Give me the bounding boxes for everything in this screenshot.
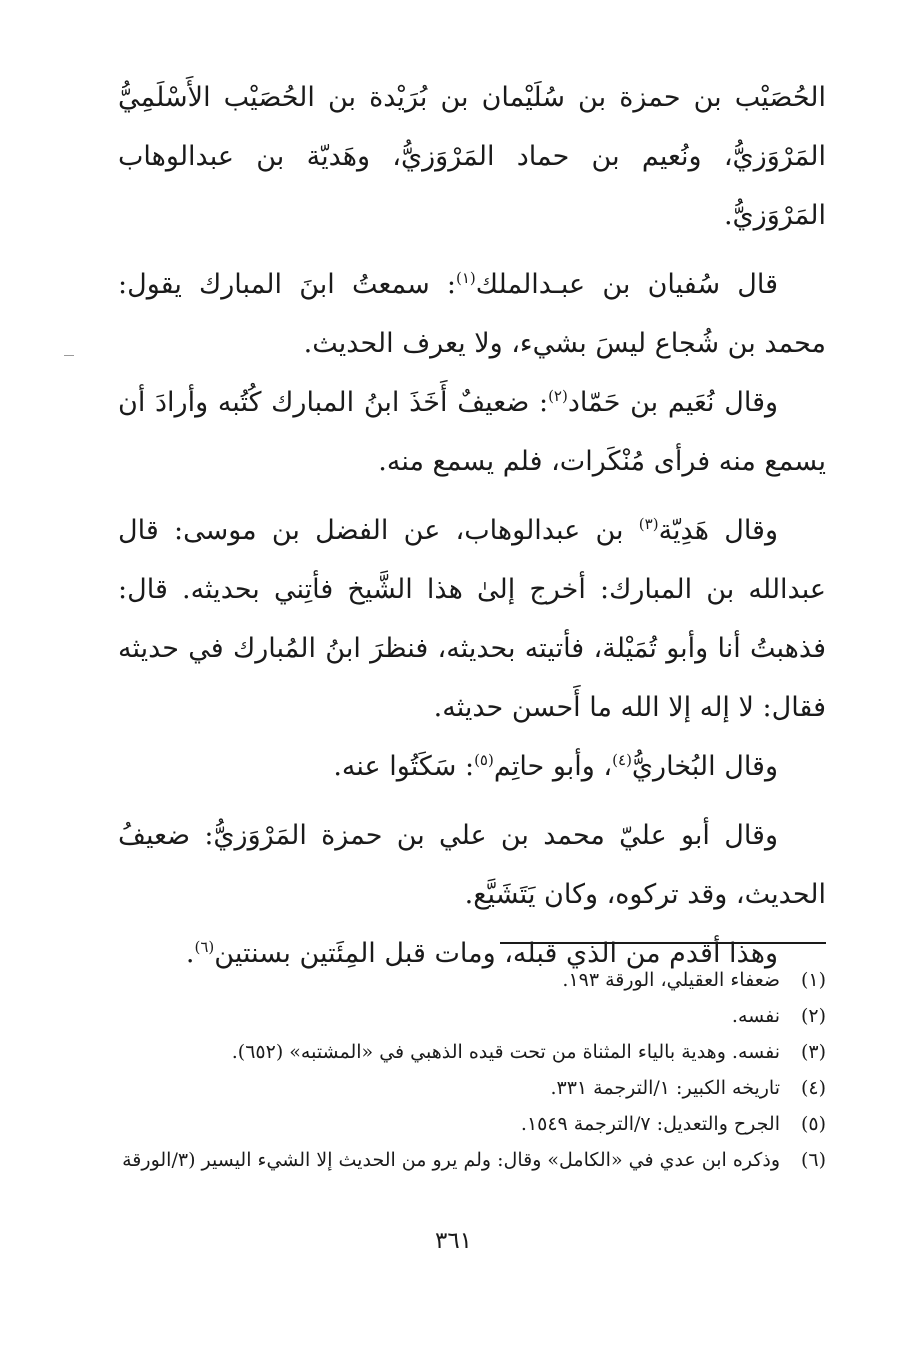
footnote-item	[118, 1034, 826, 1070]
footnote-text: ضعفاء العقيلي، الورقة ١٩٣.	[562, 969, 780, 991]
paragraph-text: .	[185, 938, 195, 969]
paragraph	[118, 501, 826, 737]
paragraph-text: : ضعيفٌ أَخَذَ ابنُ المبارك كُتُبه وأرادَ أن يسمع منه فرأى مُنْكَرات، فلم يسمع منه.	[118, 387, 826, 477]
footnote-ref[interactable]: (٥)	[474, 751, 494, 769]
footnote-text: الجرح والتعديل: ٧/الترجمة ١٥٤٩.	[520, 1113, 780, 1135]
footnote-number: (٦)	[800, 1149, 826, 1171]
paragraph-text: الحُصَيْب بن حمزة بن سُلَيْمان بن بُرَيْدة بن الحُصَيْب الأَسْلَمِيُّ المَرْوَزيُّ، ونُعيم بن حماد المَرْوَزيُّ، وهَديّة بن عبدالوهاب المَرْوَزيُّ.	[118, 82, 826, 231]
main-text	[118, 68, 826, 983]
margin-mark	[64, 355, 74, 356]
paragraph	[118, 255, 826, 373]
footnote-ref[interactable]: (٢)	[548, 387, 568, 405]
paragraph-text: وقال هَدِيّة	[658, 515, 778, 546]
footnote-number: (٣)	[800, 1041, 826, 1063]
footnotes	[118, 962, 826, 1178]
footnote-number: (١)	[800, 969, 826, 991]
paragraph-text: ، وأبو حاتِم	[493, 751, 613, 782]
paragraph	[118, 68, 826, 245]
paragraph	[118, 806, 826, 924]
paragraph-text: بن عبدالوهاب، عن الفضل بن موسى: قال عبدالله بن المبارك: أخرج إلىٰ هذا الشَّيخ فأتِني بحديثه. قال: فذهبتُ أنا وأبو تُمَيْلة، فأتيته بحديثه، فنظرَ ابنُ المُبارك في حديثه فقال: لا إله إلا الله ما أَحسن حديثه.	[118, 515, 826, 723]
paragraph-text: وهذا أقدم من الذي قبله، ومات قبل المِئَتين بسنتين	[214, 938, 778, 969]
footnote-number: (٤)	[800, 1077, 826, 1099]
paragraph	[118, 373, 826, 491]
footnote-ref[interactable]: (٣)	[638, 515, 659, 533]
paragraph-text: : سمعتُ ابنَ المبارك يقول: محمد بن شُجاع ليسَ بشيء، ولا يعرف الحديث.	[118, 269, 826, 359]
paragraph-text: قال سُفيان بن عبـدالملك	[475, 269, 778, 300]
footnote-text: نفسه.	[731, 1005, 780, 1027]
paragraph	[118, 737, 826, 796]
page-number: ٣٦١	[434, 1228, 473, 1254]
footnote-text: وذكره ابن عدي في «الكامل» وقال: ولم يرو من الحديث إلا الشيء اليسير (٣/الورقة	[122, 1149, 780, 1171]
footnote-item	[118, 998, 826, 1034]
paragraph-text: وقال البُخاريُّ	[631, 751, 778, 782]
footnote-item	[118, 1070, 826, 1106]
paragraph-text: وقال نُعَيم بن حَمّاد	[567, 387, 779, 418]
paragraph-text: : سَكَتُوا عنه.	[333, 751, 475, 782]
footnote-number: (٢)	[800, 1005, 826, 1027]
footnote-text: تاريخه الكبير: ١/الترجمة ٣٣١.	[550, 1077, 780, 1099]
footnote-divider	[500, 942, 826, 944]
paragraph-text: وقال أبو عليّ محمد بن علي بن حمزة المَرْوَزيُّ: ضعيفُ الحديث، وقد تركوه، وكان يَتَشَيَّع.	[118, 820, 826, 910]
footnote-item	[118, 962, 826, 998]
footnote-ref[interactable]: (١)	[456, 269, 476, 287]
footnote-ref[interactable]: (٦)	[194, 938, 215, 956]
footnote-item	[118, 1142, 826, 1178]
footnote-number: (٥)	[800, 1113, 826, 1135]
footnote-ref[interactable]: (٤)	[612, 751, 632, 769]
footnote-text: نفسه. وهدية بالياء المثناة من تحت قيده الذهبي في «المشتبه» (٦٥٢).	[231, 1041, 780, 1063]
footnote-item	[118, 1106, 826, 1142]
